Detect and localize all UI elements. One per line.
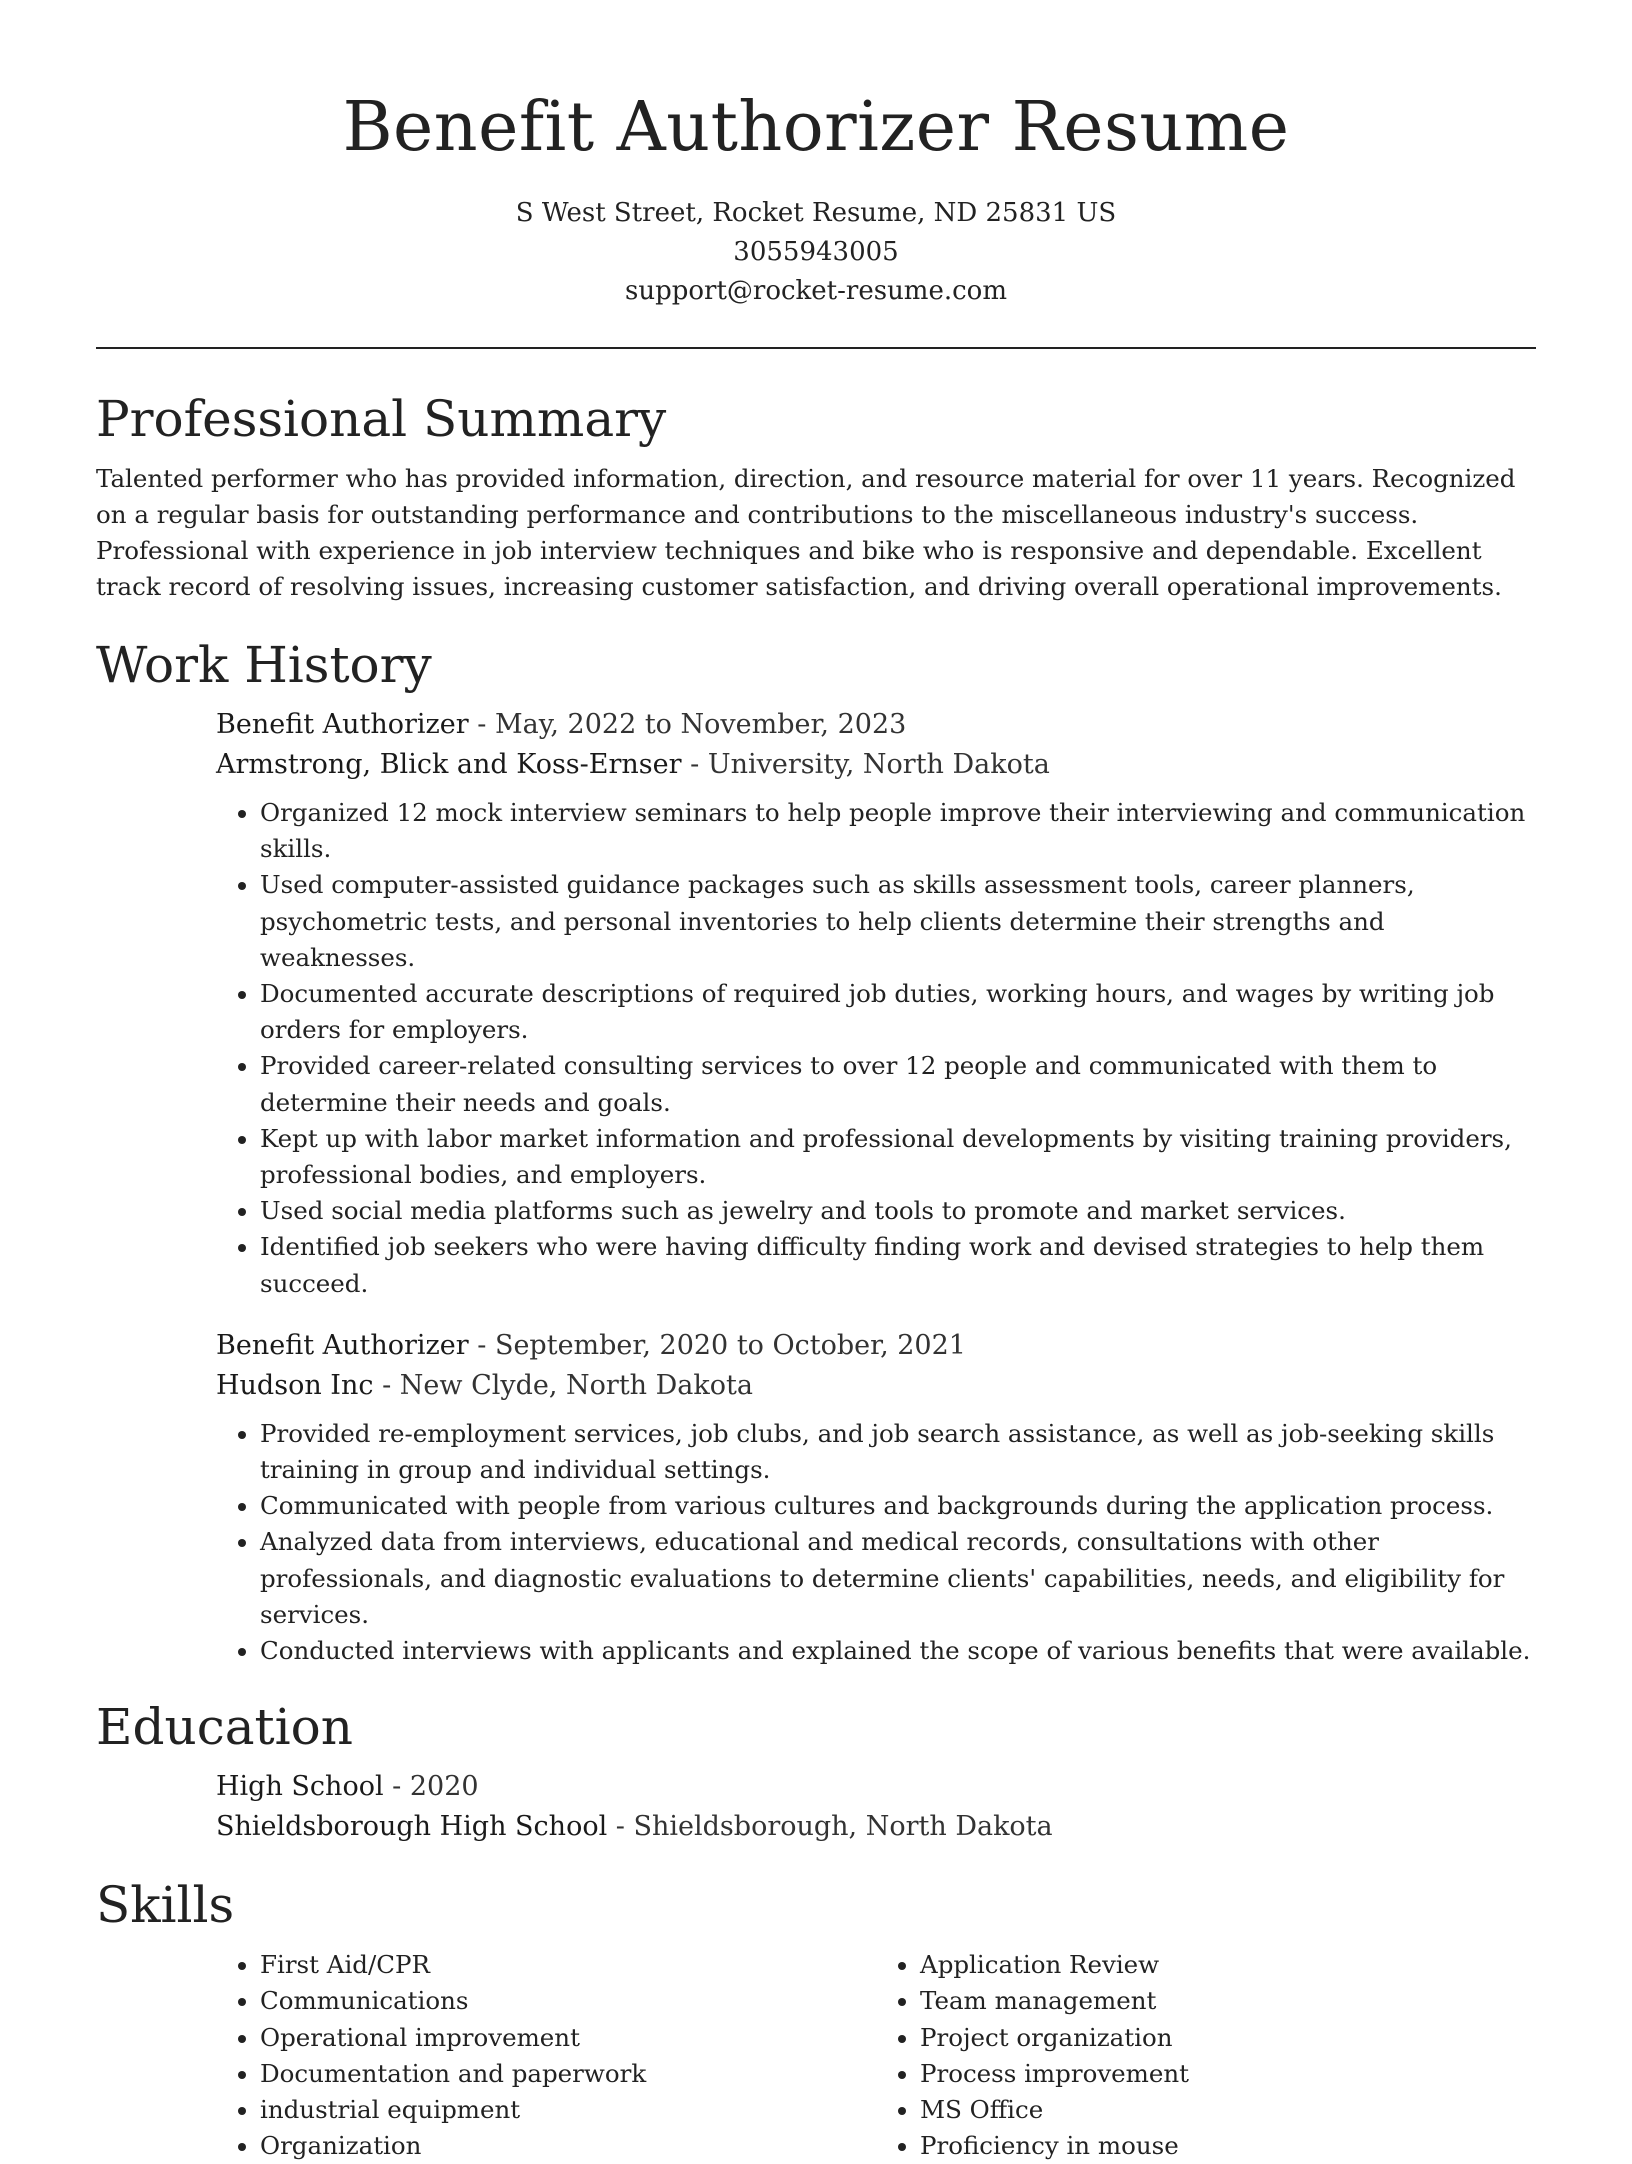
skill-item: • Application Review (920, 1947, 1536, 1983)
skills-heading: Skills (96, 1876, 235, 1935)
job-dates: - May, 2022 to November, 2023 (468, 709, 907, 740)
skills-list-right (876, 1947, 1536, 2164)
work-section (96, 633, 1536, 1669)
job-bullet: • Documented accurate descriptions of required job duties, working hours, and wages by writing job orders for employers. (260, 976, 1536, 1048)
job-bullet: • Conducted interviews with applicants and explained the scope of various benefits that were available. (260, 1633, 1536, 1669)
job-bullets (216, 795, 1536, 1302)
job-bullet: • Provided career-related consulting services to over 12 people and communicated with them to determine their needs and goals. (260, 1048, 1536, 1120)
header-divider (96, 347, 1536, 349)
skill-item: • First Aid/CPR (260, 1947, 876, 1983)
skill-item: • Documentation and paperwork (260, 2056, 876, 2092)
job-role: Benefit Authorizer (216, 709, 469, 740)
job-title-line (216, 1326, 1536, 1366)
skills-list-left (216, 1947, 876, 2164)
job-bullet: • Provided re-employment services, job clubs, and job search assistance, as well as job-seeking skills training in group and individual settings. (260, 1416, 1536, 1488)
job-bullet: • Used social media platforms such as jewelry and tools to promote and market services. (260, 1193, 1536, 1229)
summary-text: Talented performer who has provided information, direction, and resource material for over 11 years. Recognized on a regular basis for outstanding performance and contributions to the miscellaneous industry's success. Professional with experience in job interview techniques and bike who is responsive and dependable. Excellent track record of resolving issues, increasing customer satisfaction, and driving overall operational improvements. (96, 464, 1516, 601)
job-company: Hudson Inc (216, 1369, 374, 1401)
job-title-line (216, 705, 1536, 745)
resume-title: Benefit Authorizer Resume (342, 88, 1290, 167)
address: S West Street, Rocket Resume, ND 25831 US (515, 198, 1117, 228)
skill-item: • Project organization (920, 2020, 1536, 2056)
skills-section (96, 1873, 1536, 2164)
job-bullet: • Used computer-assisted guidance packages such as skills assessment tools, career planners, psychometric tests, and personal inventories to help clients determine their strengths and weaknesses. (260, 867, 1536, 976)
degree: High School (216, 1771, 384, 1803)
job-company: Armstrong, Blick and Koss-Ernser (216, 749, 682, 780)
email: support@rocket-resume.com (624, 276, 1007, 306)
summary-heading: Professional Summary (96, 390, 667, 448)
job-bullet: • Communicated with people from various cultures and backgrounds during the application process. (260, 1488, 1536, 1524)
job-bullet: • Kept up with labor market information and professional developments by visiting training providers, professional bodies, and employers. (260, 1121, 1536, 1193)
summary-section (96, 387, 1536, 605)
work-heading: Work History (96, 636, 432, 694)
graduation-year: - 2020 (383, 1771, 479, 1803)
school-location: - Shieldsborough, North Dakota (607, 1811, 1053, 1843)
job-entry (216, 1326, 1536, 1669)
education-heading: Education (96, 1698, 353, 1757)
job-bullet: • Identified job seekers who were having difficulty finding work and devised strategies to help them succeed. (260, 1229, 1536, 1301)
job-company-line (216, 745, 1536, 785)
job-company-line (216, 1366, 1536, 1406)
job-bullet: • Analyzed data from interviews, educational and medical records, consultations with other professionals, and diagnostic evaluations to determine clients' capabilities, needs, and eligibility for services. (260, 1524, 1536, 1633)
job-location: - New Clyde, North Dakota (373, 1369, 753, 1401)
job-role: Benefit Authorizer (216, 1329, 469, 1361)
education-entry (216, 1767, 1536, 1847)
skills-columns (216, 1947, 1536, 2164)
skill-item: • Organization (260, 2128, 876, 2164)
job-location: - University, North Dakota (681, 749, 1050, 780)
education-section (96, 1695, 1536, 1847)
school-name: Shieldsborough High School (216, 1811, 608, 1843)
skill-item: • industrial equipment (260, 2092, 876, 2128)
skill-item: • Team management (920, 1983, 1536, 2019)
skill-item: • Process improvement (920, 2056, 1536, 2092)
skill-item: • Proficiency in mouse (920, 2128, 1536, 2164)
job-bullets (216, 1416, 1536, 1669)
job-entry (216, 705, 1536, 1302)
job-bullet: • Organized 12 mock interview seminars to help people improve their interviewing and communication skills. (260, 795, 1536, 867)
skill-item: • Operational improvement (260, 2020, 876, 2056)
degree-line (216, 1767, 1536, 1807)
contact-block (96, 194, 1536, 311)
phone: 3055943005 (733, 237, 899, 267)
job-dates: - September, 2020 to October, 2021 (468, 1329, 966, 1361)
school-line (216, 1807, 1536, 1847)
resume-page (96, 0, 1536, 2164)
skill-item: • MS Office (920, 2092, 1536, 2128)
skill-item: • Communications (260, 1983, 876, 2019)
resume-header (96, 0, 1536, 311)
